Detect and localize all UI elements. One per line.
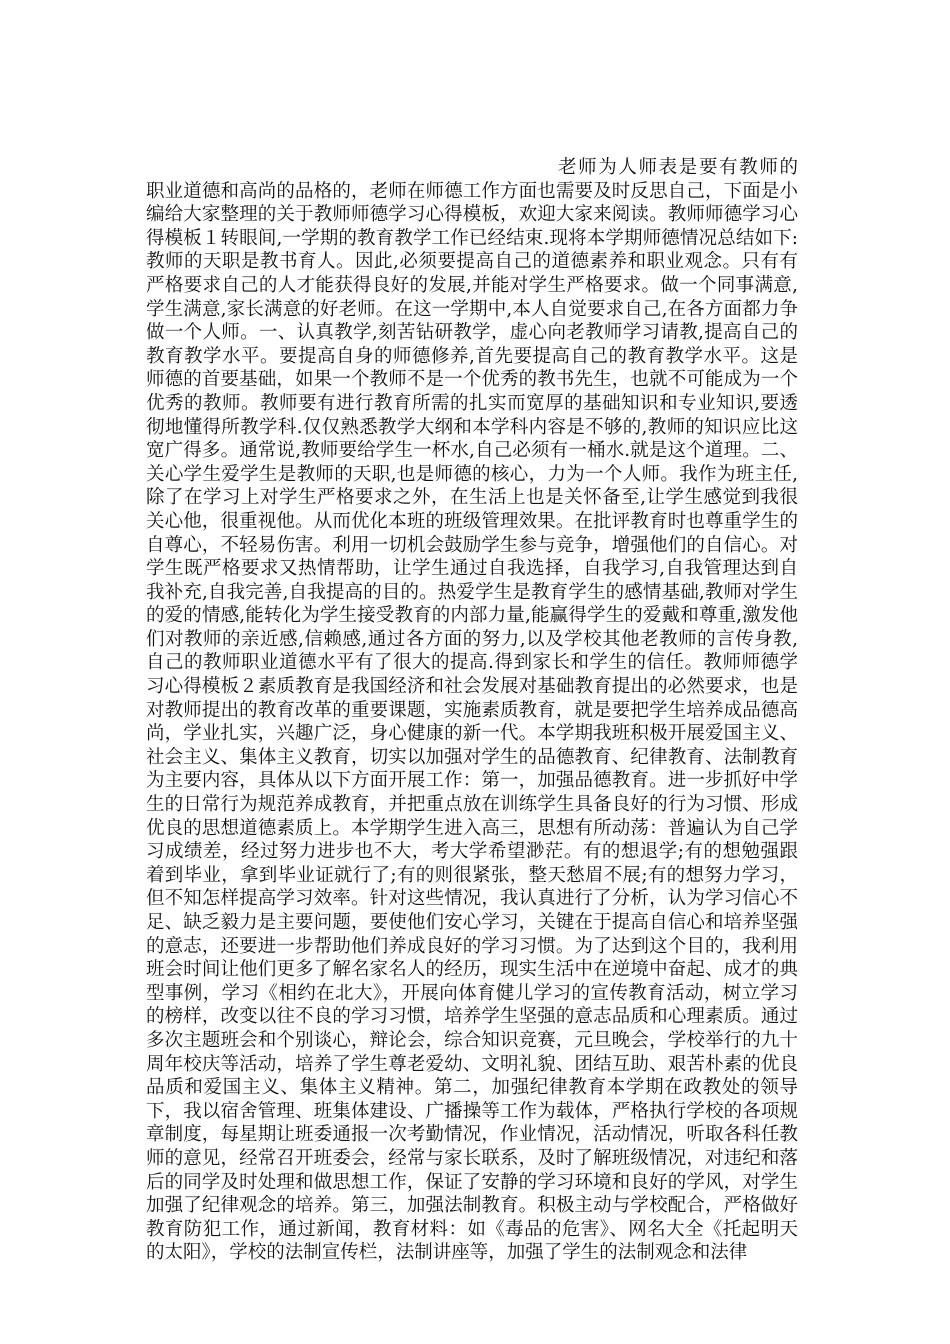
document-body-text: 老师为人师表是要有教师的职业道德和高尚的品格的，老师在师德工作方面也需要及时反思自己，下面是小编给大家整理的关于教师师德学习心得模板，欢迎大家来阅读。教师师德学习心得模板１转眼间,一学期的教育教学工作已经结束.现将本学期师德情况总结如下:教师的天职是教书育人。因此,必须要提高自己的道德素养和职业观念。只有有严格要求自己的人才能获得良好的发展,并能对学生严格要求。做一个同事满意,学生满意,家长满意的好老师。在这一学期中,本人自觉要求自己,在各方面都力争做一个人师。一、认真教学,刻苦钻研教学，虚心向老教师学习请教,提高自己的教育教学水平。要提高自身的师德修养,首先要提高自己的教育教学水平。这是师德的首要基础，如果一个教师不是一个优秀的教书先生，也就不可能成为一个优秀的教师。教师要有进行教育所需的扎实而宽厚的基础知识和专业知识,要透彻地懂得所教学科.仅仅熟悉教学大纲和本学科内容是不够的,教师的知识应比这宽广得多。通常说,教师要给学生一杯水,自己必须有一桶水.就是这个道理。二、关心学生爱学生是教师的天职,也是师德的核心，力为一个人师。我作为班主任,除了在学习上对学生严格要求之外，在生活上也是关怀备至,让学生感觉到我很关心他，很重视他。从而优化本班的班级管理效果。在批评教育时也尊重学生的自尊心，不轻易伤害。利用一切机会鼓励学生参与竞争，增强他们的自信心。对学生既严格要求又热情帮助，让学生通过自我选择，自我学习,自我管理达到自我补充,自我完善,自我提高的目的。热爱学生是教育学生的感情基础,教师对学生的爱的情感,能转化为学生接受教育的内部力量,能赢得学生的爱戴和尊重,激发他们对教师的亲近感,信赖感,通过各方面的努力,以及学校其他老教师的言传身教,自己的教师职业道德水平有了很大的提高.得到家长和学生的信任。教师师德学习心得模板２素质教育是我国经济和社会发展对基础教育提出的必然要求，也是对教师提出的教育改革的重要课题，实施素质教育，就是要把学生培养成品德高尚，学业扎实，兴趣广泛，身心健康的新一代。本学期我班积极开展爱国主义、社会主义、集体主义教育，切实以加强对学生的品德教育、纪律教育、法制教育为主要内容，具体从以下方面开展工作：第一，加强品德教育。进一步抓好中学生的日常行为规范养成教育，并把重点放在训练学生具备良好的行为习惯、形成优良的思想道德素质上。本学期学生进入高三，思想有所动荡：普遍认为自己学习成绩差，经过努力进步也不大，考大学希望渺茫。有的想退学;有的想勉强跟着到毕业，拿到毕业证就行了;有的则很紧张，整天愁眉不展;有的想努力学习，但不知怎样提高学习效率。针对这些情况，我认真进行了分析，认为学习信心不足、缺乏毅力是主要问题，要使他们安心学习，关键在于提高自信心和培养坚强的意志，还要进一步帮助他们养成良好的学习习惯。为了达到这个目的，我利用班会时间让他们更多了解名家名人的经历，现实生活中在逆境中奋起、成才的典型事例，学习《相约在北大》，开展向体育健儿学习的宣传教育活动，树立学习的榜样，改变以往不良的学习习惯，培养学生坚强的意志品质和心理素质。通过多次主题班会和个别谈心，辩论会，综合知识竞赛，元旦晚会，学校举行的九十周年校庆等活动，培养了学生尊老爱幼、文明礼貌、团结互助、艰苦朴素的优良品质和爱国主义、集体主义精神。第二，加强纪律教育本学期在政教处的领导下，我以宿舍管理、班集体建设、广播操等工作为载体，严格执行学校的各项规章制度，每星期让班委通报一次考勤情况，作业情况，活动情况，听取各科任教师的意见，经常召开班委会，经常与家长联系，及时了解班级情况，对违纪和落后的同学及时处理和做思想工作，保证了安静的学习环境和良好的学风，对学生加强了纪律观念的培养。第三，加强法制教育。积极主动与学校配合，严格做好教育防犯工作，通过新闻，教育材料：如《毒品的危害》、网名大全《托起明天的太阳》，学校的法制宣传栏，法制讲座等，加强了学生的法制观念和法律 (146, 157, 798, 1264)
